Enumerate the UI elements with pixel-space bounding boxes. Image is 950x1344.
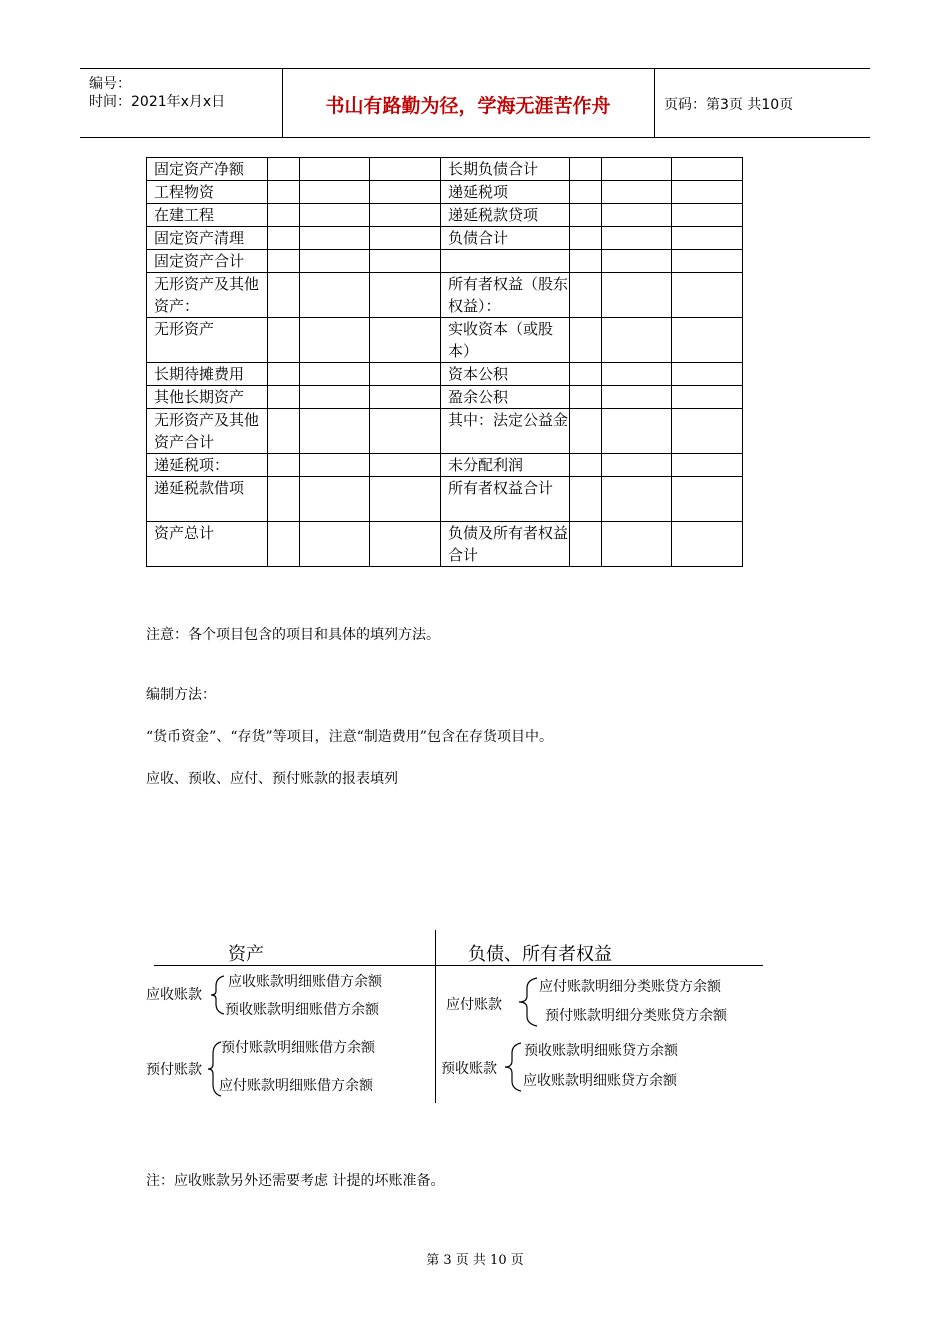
empty-value-cell [300,386,370,409]
diagram-ar-label: 应收账款 [146,987,202,1003]
empty-value-cell [370,409,441,454]
diagram-vertical-divider [435,930,436,1103]
empty-value-cell [300,158,370,181]
bad-debt-note: 注：应收账款另外还需要考虑 计提的坏账准备。 [146,1173,445,1189]
table-row [147,250,743,273]
empty-value-cell [672,250,743,273]
empty-value-cell [300,522,370,567]
empty-value-cell [672,318,743,363]
asset-item-cell: 无形资产及其他资产合计 [147,409,268,454]
empty-value-cell [370,454,441,477]
table-row [147,386,743,409]
asset-item-cell: 固定资产清理 [147,227,268,250]
asset-item-cell: 长期待摊费用 [147,363,268,386]
empty-value-cell [672,227,743,250]
empty-value-cell [370,158,441,181]
empty-value-cell [570,477,602,522]
table-row [147,204,743,227]
empty-value-cell [370,204,441,227]
asset-item-cell: 无形资产 [147,318,268,363]
empty-value-cell [602,522,672,567]
empty-value-cell [602,409,672,454]
empty-value-cell [268,454,300,477]
page-header [80,68,870,138]
table-row [147,318,743,363]
receivables-heading: 应收、预收、应付、预付账款的报表填列 [146,771,398,787]
diagram-prepaid-item-1: 预付账款明细账借方余额 [221,1040,375,1056]
diagram-ar-item-2: 预收账款明细账借方余额 [225,1002,379,1018]
empty-value-cell [268,181,300,204]
empty-value-cell [672,477,743,522]
brace-icon [517,976,539,1028]
empty-value-cell [602,318,672,363]
liability-item-cell: 所有者权益合计 [441,477,570,522]
liability-item-cell: 递延税项 [441,181,570,204]
liability-item-cell: 所有者权益（股东权益）： [441,273,570,318]
empty-value-cell [672,181,743,204]
empty-value-cell [570,204,602,227]
table-row [147,522,743,567]
page-footer: 第 3 页 共 10 页 [426,1253,524,1268]
empty-value-cell [570,409,602,454]
asset-item-cell: 在建工程 [147,204,268,227]
empty-value-cell [300,250,370,273]
diagram-assets-header: 资产 [228,944,264,965]
diagram-ap-label: 应付账款 [446,997,502,1013]
table-row [147,158,743,181]
diagram-prepaid-item-2: 应付账款明细账借方余额 [219,1078,373,1094]
empty-value-cell [570,522,602,567]
asset-item-cell: 其他长期资产 [147,386,268,409]
empty-value-cell [268,318,300,363]
empty-value-cell [300,363,370,386]
empty-value-cell [570,273,602,318]
empty-value-cell [300,454,370,477]
header-motto: 书山有路勤为径，学海无涯苦作舟 [325,95,611,117]
empty-value-cell [672,363,743,386]
liability-item-cell [441,250,570,273]
empty-value-cell [268,386,300,409]
empty-value-cell [672,409,743,454]
empty-value-cell [300,477,370,522]
empty-value-cell [370,273,441,318]
empty-value-cell [570,363,602,386]
table-row [147,363,743,386]
empty-value-cell [300,181,370,204]
empty-value-cell [602,477,672,522]
table-row [147,181,743,204]
empty-value-cell [268,250,300,273]
empty-value-cell [370,477,441,522]
empty-value-cell [300,273,370,318]
diagram-ar-item-1: 应收账款明细账借方余额 [228,974,382,990]
table-row [147,454,743,477]
empty-value-cell [570,158,602,181]
empty-value-cell [268,204,300,227]
empty-value-cell [570,318,602,363]
asset-item-cell: 无形资产及其他资产： [147,273,268,318]
empty-value-cell [602,158,672,181]
method-paragraph: “货币资金”、“存货”等项目，注意“制造费用”包含在存货项目中。 [146,729,553,745]
liability-item-cell: 长期负债合计 [441,158,570,181]
header-page-number: 页码：第3页 共10页 [664,97,794,113]
table-row [147,409,743,454]
empty-value-cell [370,250,441,273]
empty-value-cell [300,204,370,227]
diagram-advances-label: 预收账款 [441,1061,497,1077]
empty-value-cell [370,318,441,363]
empty-value-cell [268,363,300,386]
brace-icon [503,1041,523,1093]
empty-value-cell [602,454,672,477]
empty-value-cell [370,227,441,250]
empty-value-cell [370,386,441,409]
empty-value-cell [370,363,441,386]
empty-value-cell [370,181,441,204]
empty-value-cell [570,227,602,250]
liability-item-cell: 负债合计 [441,227,570,250]
diagram-advances-item-2: 应收账款明细账贷方余额 [523,1073,677,1089]
empty-value-cell [370,522,441,567]
empty-value-cell [602,227,672,250]
liability-item-cell: 实收资本（或股本） [441,318,570,363]
empty-value-cell [300,227,370,250]
asset-item-cell: 固定资产净额 [147,158,268,181]
empty-value-cell [268,273,300,318]
empty-value-cell [300,409,370,454]
liability-item-cell: 资本公积 [441,363,570,386]
asset-item-cell: 递延税款借项 [147,477,268,522]
empty-value-cell [672,454,743,477]
balance-sheet-table [146,157,743,567]
diagram-ap-item-1: 应付账款明细分类账贷方余额 [539,979,721,995]
empty-value-cell [602,181,672,204]
empty-value-cell [672,522,743,567]
empty-value-cell [268,409,300,454]
diagram-advances-item-1: 预收账款明细账贷方余额 [524,1043,678,1059]
method-heading: 编制方法： [146,687,216,703]
liability-item-cell: 盈余公积 [441,386,570,409]
liability-item-cell: 未分配利润 [441,454,570,477]
diagram-prepaid-label: 预付账款 [146,1062,202,1078]
table-row [147,273,743,318]
empty-value-cell [268,227,300,250]
brace-icon [210,974,226,1016]
document-number: 编号： [89,76,131,92]
empty-value-cell [268,158,300,181]
liability-item-cell: 递延税款贷项 [441,204,570,227]
empty-value-cell [672,273,743,318]
empty-value-cell [300,318,370,363]
empty-value-cell [672,204,743,227]
liability-item-cell: 负债及所有者权益合计 [441,522,570,567]
asset-item-cell: 资产总计 [147,522,268,567]
diagram-ap-item-2: 预付账款明细分类账贷方余额 [545,1008,727,1024]
empty-value-cell [672,158,743,181]
document-date: 时间：2021年x月x日 [89,94,226,110]
empty-value-cell [602,363,672,386]
asset-item-cell: 固定资产合计 [147,250,268,273]
asset-item-cell: 工程物资 [147,181,268,204]
empty-value-cell [602,250,672,273]
empty-value-cell [268,477,300,522]
empty-value-cell [672,386,743,409]
note-paragraph: 注意：各个项目包含的项目和具体的填列方法。 [146,627,440,643]
table-row [147,227,743,250]
empty-value-cell [570,454,602,477]
diagram-horizontal-divider [154,965,763,966]
empty-value-cell [570,386,602,409]
empty-value-cell [570,181,602,204]
empty-value-cell [570,250,602,273]
empty-value-cell [602,386,672,409]
diagram-liabilities-header: 负债、所有者权益 [468,944,612,965]
empty-value-cell [602,204,672,227]
liability-item-cell: 其中：法定公益金 [441,409,570,454]
empty-value-cell [268,522,300,567]
asset-item-cell: 递延税项： [147,454,268,477]
table-row [147,477,743,522]
empty-value-cell [602,273,672,318]
